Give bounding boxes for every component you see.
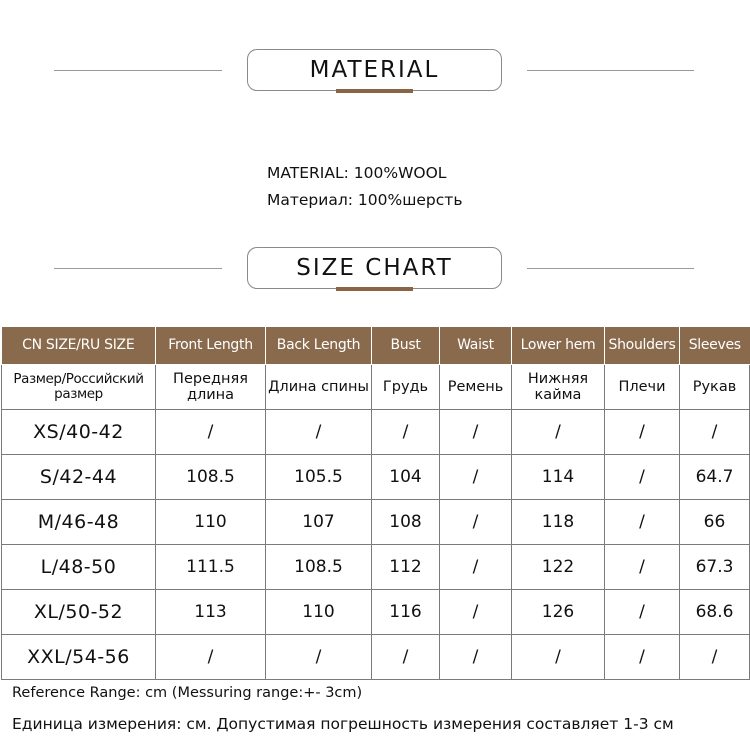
column-header-ru: Рукав	[680, 364, 750, 409]
divider-right	[527, 268, 694, 269]
measurement-cell: /	[605, 454, 680, 499]
column-header-ru: Ремень	[440, 364, 512, 409]
table-body	[2, 409, 750, 679]
table-row	[2, 409, 750, 454]
size-chart-heading	[0, 247, 750, 291]
header-row-en	[2, 327, 750, 364]
column-header-ru: Грудь	[372, 364, 440, 409]
column-header-en: Bust	[372, 327, 440, 364]
measurement-cell: /	[605, 634, 680, 679]
measurement-cell: /	[440, 634, 512, 679]
table-row	[2, 634, 750, 679]
column-header-en: CN SIZE/RU SIZE	[2, 327, 156, 364]
column-header-ru: Передняя длина	[156, 364, 266, 409]
column-header-ru: Размер/Российский размер	[2, 364, 156, 409]
divider-left	[54, 70, 222, 71]
table-row	[2, 589, 750, 634]
measurement-cell: 112	[372, 544, 440, 589]
size-cell: S/42-44	[2, 454, 156, 499]
column-header-en: Sleeves	[680, 327, 750, 364]
measurement-cell: /	[605, 589, 680, 634]
measurement-cell: /	[605, 409, 680, 454]
measurement-cell: /	[266, 634, 372, 679]
size-cell: L/48-50	[2, 544, 156, 589]
measurement-cell: /	[680, 409, 750, 454]
divider-right	[527, 70, 694, 71]
size-chart-heading-label: SIZE CHART	[247, 247, 502, 289]
column-header-en: Lower hem	[512, 327, 605, 364]
table-row	[2, 544, 750, 589]
material-heading-label: MATERIAL	[247, 49, 502, 91]
measurement-cell: 114	[512, 454, 605, 499]
measurement-cell: /	[440, 544, 512, 589]
column-header-en: Waist	[440, 327, 512, 364]
column-header-en: Shoulders	[605, 327, 680, 364]
measurement-cell: 105.5	[266, 454, 372, 499]
measurement-cell: /	[605, 544, 680, 589]
measurement-cell: 108.5	[156, 454, 266, 499]
column-header-ru: Нижняя кайма	[512, 364, 605, 409]
measurement-cell: 64.7	[680, 454, 750, 499]
size-cell: XXL/54-56	[2, 634, 156, 679]
measurement-cell: 66	[680, 499, 750, 544]
measurement-cell: 108	[372, 499, 440, 544]
measurement-cell: 126	[512, 589, 605, 634]
measurement-cell: 110	[266, 589, 372, 634]
measurement-cell: /	[372, 409, 440, 454]
size-table	[1, 327, 750, 680]
measurement-cell: 108.5	[266, 544, 372, 589]
measurement-cell: /	[440, 499, 512, 544]
measurement-cell: 122	[512, 544, 605, 589]
column-header-ru: Плечи	[605, 364, 680, 409]
table-row	[2, 499, 750, 544]
material-line-ru: Материал: 100%шерсть	[267, 191, 463, 209]
measurement-cell: 107	[266, 499, 372, 544]
measurement-cell: 113	[156, 589, 266, 634]
measurement-cell: /	[440, 589, 512, 634]
table-row	[2, 454, 750, 499]
measurement-cell: /	[156, 409, 266, 454]
measurement-cell: 104	[372, 454, 440, 499]
size-cell: M/46-48	[2, 499, 156, 544]
measurement-cell: 118	[512, 499, 605, 544]
size-cell: XS/40-42	[2, 409, 156, 454]
heading-accent-underline	[336, 287, 413, 291]
measurement-cell: /	[680, 634, 750, 679]
measurement-cell: 111.5	[156, 544, 266, 589]
material-info	[267, 160, 462, 214]
measurement-cell: 68.6	[680, 589, 750, 634]
reference-range-note: Reference Range: cm (Messuring range:+- 3cm)	[12, 685, 363, 701]
measurement-cell: /	[440, 409, 512, 454]
material-line-en: MATERIAL: 100%WOOL	[267, 164, 447, 182]
measurement-cell: 116	[372, 589, 440, 634]
measurement-cell: 110	[156, 499, 266, 544]
measurement-cell: /	[156, 634, 266, 679]
measurement-cell: /	[605, 499, 680, 544]
material-heading	[0, 49, 750, 93]
measurement-cell: /	[266, 409, 372, 454]
divider-left	[54, 268, 222, 269]
measurement-cell: /	[372, 634, 440, 679]
header-row-ru	[2, 364, 750, 409]
column-header-en: Front Length	[156, 327, 266, 364]
measurement-unit-note: Единица измерения: см. Допустимая погрешность измерения составляет 1-3 см	[12, 715, 674, 733]
column-header-en: Back Length	[266, 327, 372, 364]
column-header-ru: Длина спины	[266, 364, 372, 409]
heading-accent-underline	[336, 89, 413, 93]
measurement-cell: /	[512, 409, 605, 454]
size-cell: XL/50-52	[2, 589, 156, 634]
measurement-cell: 67.3	[680, 544, 750, 589]
measurement-cell: /	[440, 454, 512, 499]
measurement-cell: /	[512, 634, 605, 679]
